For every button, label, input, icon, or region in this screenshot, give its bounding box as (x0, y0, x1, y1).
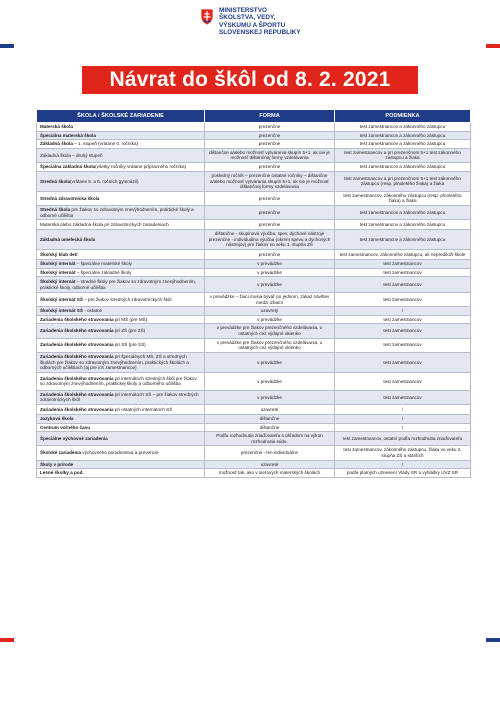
form-cell: prezenčne (205, 220, 335, 230)
table-row (37, 324, 471, 338)
school-note: (všetky ročníky vrátane prípravného ročníka) (95, 164, 187, 170)
condition-cell: test zamestnancov (335, 390, 471, 404)
ministry-line: VÝSKUMU A ŠPORTU (219, 21, 286, 29)
poster (14, 0, 486, 706)
table-row (37, 171, 471, 191)
school-name: Základná škola (40, 141, 73, 147)
school-name: Materská škola (40, 124, 73, 129)
condition-cell: / (335, 423, 471, 432)
form-cell: v prevádzke (205, 277, 335, 293)
school-name: Zariadenia školského stravovania (40, 391, 114, 397)
school-note: Materská alebo základná škola pri zdravotníckych zariadeniach (40, 221, 169, 227)
condition-cell: test zamestnancov (335, 338, 471, 352)
condition-cell: test zamestnancov, zákonného zástupcu (resp. plnoletého žiaka) a žiaka (335, 191, 471, 205)
page-title: Návrat do škôl od 8. 2. 2021 (82, 66, 418, 94)
form-cell: dištančne (205, 415, 335, 424)
school-note: – pre žiakov stredných zdravotníckych škôl (82, 296, 172, 302)
condition-cell: test zamestnancov a zákonného zástupcu (335, 220, 471, 230)
school-name: Zariadenia školského stravovania (40, 316, 114, 322)
table-row (37, 230, 471, 250)
condition-cell: / (335, 415, 471, 424)
table-row (37, 140, 471, 149)
school-cell (37, 307, 205, 316)
condition-cell: test zamestnancov a zákonného zástupcu (335, 230, 471, 250)
school-name: Školský internát (40, 260, 76, 266)
form-cell: v prevádzke (205, 315, 335, 324)
form-cell: prezenčne (205, 205, 335, 219)
table-row (37, 432, 471, 446)
form-cell: prezenčne (205, 162, 335, 171)
school-cell (37, 338, 205, 352)
column-header-form: FORMA (205, 110, 335, 123)
table-row (37, 307, 471, 316)
form-cell: v prevádzke pre žiakov prezenčného vzdelávania, u ostatných cez výdajné okienko (205, 324, 335, 338)
school-name: Lesné školky a pod. (40, 470, 84, 476)
condition-cell: test zamestnancov a zákonného zástupcu (335, 123, 471, 132)
table-row (37, 259, 471, 268)
ministry-line: SLOVENSKEJ REPUBLIKY (219, 29, 301, 37)
condition-cell: test zamestnancov (335, 372, 471, 390)
school-cell (37, 268, 205, 277)
condition-cell: / (335, 307, 471, 316)
form-cell: prezenčne (205, 140, 335, 149)
form-cell: prezenčne (205, 123, 335, 132)
column-header-school: ŠKOLA / ŠKOLSKÉ ZARIADENIE (37, 110, 205, 123)
condition-cell: test zamestnancov (335, 315, 471, 324)
form-cell: uzavreté (205, 405, 335, 415)
condition-cell: test zamestnancov (335, 352, 471, 372)
table-row (37, 469, 471, 478)
form-cell: uzavreté (205, 460, 335, 469)
school-cell (37, 249, 205, 259)
column-header-condition: PODMIENKA (335, 110, 471, 123)
condition-cell: / (335, 405, 471, 415)
school-name: Centrum voľného času (40, 424, 91, 430)
form-cell: v prevádzke pre žiakov prezenčného vzdelávania, u ostatných cez výdajné okienko (205, 338, 335, 352)
table-row (37, 372, 471, 390)
table-row (37, 148, 471, 162)
form-cell: uzavretý (205, 307, 335, 316)
school-note: pri ZŠ (pre ZŠ) (113, 328, 146, 334)
school-cell (37, 324, 205, 338)
school-name: Zariadenia školského stravovania (40, 328, 114, 334)
condition-cell: test zamestnancov a pri prezenčnom 5+1 test zákonného zástupcu (resp. plnoletého žiaka) a žiaka (335, 171, 471, 191)
form-cell: prezenčne - len individuálne (205, 446, 335, 460)
condition-cell: test zamestnancov (335, 293, 471, 307)
table-row (37, 415, 471, 424)
school-cell (37, 460, 205, 469)
ministry-header (14, 6, 486, 46)
school-name: Zariadenia školského stravovania (40, 353, 114, 359)
form-cell: prezenčne (205, 191, 335, 205)
condition-cell: podľa platných uznesení Vlády SR a vyhlášky ÚVZ SR (335, 469, 471, 478)
form-cell: v prevádzke (205, 390, 335, 404)
school-note: (vrátane 5. a 6. ročních gymnázií) (70, 178, 139, 184)
school-note: pri internátoch SŠ – pre žiakov stredných zdravotníckych škôl (40, 391, 199, 403)
school-name: Základná umelecká škola (40, 236, 96, 242)
school-cell (37, 469, 205, 478)
form-cell: možnosť tak, ako v sieťových materských školách (205, 469, 335, 478)
school-name: Špeciálna materská škola (40, 132, 96, 138)
table-row (37, 338, 471, 352)
school-name: Stredná škola (40, 178, 71, 184)
school-note: pri SŠ (pre SŠ) (113, 342, 146, 348)
table-row (37, 293, 471, 307)
school-note: – špeciálne základné školy (75, 269, 132, 275)
table-row (37, 162, 471, 171)
school-name: Školský klub detí (40, 251, 78, 257)
form-cell: v prevádzke (205, 372, 335, 390)
school-cell (37, 315, 205, 324)
school-name: Stredná škola (40, 206, 71, 212)
table-row (37, 352, 471, 372)
school-cell (37, 432, 205, 446)
table-row (37, 205, 471, 219)
table-row (37, 446, 471, 460)
form-cell: v prevádzke – žiaci musia býváť po jednom, zákaz návštev medzi izbami (205, 293, 335, 307)
school-note: pre žiakov so zdravotným znevýhodnením, praktické školy a odborné učilištia (40, 206, 194, 218)
school-cell (37, 171, 205, 191)
form-cell: dištančne a/alebo možnosť vytvárania skupín 5+1, ak nie je možnosť dištančnej formy vzdelávania (205, 148, 335, 162)
table-row (37, 460, 471, 469)
school-cell (37, 140, 205, 149)
school-cell (37, 446, 205, 460)
school-name: Špeciálna základná škola (40, 164, 96, 170)
school-cell (37, 148, 205, 162)
form-cell: posledný ročník – prezenčne ostatné ročníky – dištančne a/alebo možnosť vytvárania skupín 5+1, ak nie je možnosť dištančnej formy vzdelávania (205, 171, 335, 191)
table-header-row (37, 110, 471, 123)
form-cell: dištančne - skupinová výučba, spev, dychové nástroje prezenčne - individuálna výučba (okrem spevu a dychových nástrojov) pre žiakov vo veku 1. stupňa ZŠ (205, 230, 335, 250)
school-name: Zariadenia školského stravovania (40, 375, 114, 381)
school-cell (37, 423, 205, 432)
school-cell (37, 162, 205, 171)
table-row (37, 423, 471, 432)
condition-cell: test zamestnancov, zákonného zástupcu, žiaka vo veku 2. stupňa ZŠ a starších (335, 446, 471, 460)
table-row (37, 315, 471, 324)
table-row (37, 220, 471, 230)
form-cell: prezenčne (205, 131, 335, 140)
form-cell: dištančne (205, 423, 335, 432)
school-cell (37, 390, 205, 404)
table-row (37, 390, 471, 404)
condition-cell: test zamestnancov a zákonného zástupcu (335, 162, 471, 171)
school-note: pri internátoch stredných škôl pre žiakov so zdravotným znevýhodnením, praktickej školy a odborného učilištia (40, 375, 197, 387)
table-row (37, 131, 471, 140)
ministry-line: ŠKOLSTVA, VEDY, (219, 14, 276, 22)
school-cell (37, 220, 205, 230)
school-note: - ostatné (82, 308, 103, 314)
ministry-name (219, 7, 301, 37)
condition-cell: test zamestnancov a zákonného zástupcu (335, 205, 471, 219)
schools-table (36, 109, 471, 478)
school-note: – špeciálne materské školy (75, 260, 132, 266)
school-cell (37, 415, 205, 424)
condition-cell: / (335, 460, 471, 469)
slovak-coat-of-arms-icon (200, 8, 214, 26)
condition-cell: test zamestnancov (335, 268, 471, 277)
condition-cell: test zamestnancov, ostatní podľa rozhodnutia zriaďovateľa (335, 432, 471, 446)
table-row (37, 268, 471, 277)
school-name: Školský internát (40, 269, 76, 275)
school-cell (37, 277, 205, 293)
school-note: pri ostatných internátoch SŠ (113, 406, 173, 412)
form-cell: prezenčne (205, 249, 335, 259)
school-cell (37, 293, 205, 307)
school-cell (37, 405, 205, 415)
school-cell (37, 230, 205, 250)
school-name: Jazyková škola (40, 416, 74, 422)
form-cell: v prevádzke (205, 268, 335, 277)
school-name: Školské zariadenia (40, 450, 82, 456)
school-name: Školský internát SŠ (40, 296, 83, 302)
school-note: pri špeciálnych MŠ, ZŠ a stredných školách pre žiakov so zdravotným znevýhodnením, praktických školách a odborných učilištiach (aj pre ich zamestnancov) (40, 353, 189, 371)
school-name: Zariadenia školského stravovania (40, 406, 114, 412)
school-cell (37, 352, 205, 372)
school-name: Školský internát (40, 279, 76, 284)
school-note: Základná škola – druhý stupeň (40, 152, 103, 158)
condition-cell: test zamestnancov a pri prezenčnom 5+1 test zákonného zástupcu a žiaka (335, 148, 471, 162)
school-cell (37, 205, 205, 219)
school-note: – 1. stupeň (vrátane 0. ročníka) (72, 141, 139, 147)
school-name: Špeciálne výchovné zariadenia (40, 436, 108, 442)
ministry-line: MINISTERSTVO (219, 7, 267, 14)
table-row (37, 277, 471, 293)
school-cell (37, 131, 205, 140)
condition-cell: test zamestnancov (335, 259, 471, 268)
school-cell (37, 259, 205, 268)
table-row (37, 249, 471, 259)
school-note: výchovného poradenstva a prevencie (81, 450, 159, 456)
school-name: Školský internát SŠ (40, 308, 83, 314)
form-cell: v prevádzke (205, 259, 335, 268)
condition-cell: test zamestnancov a zákonného zástupcu (335, 131, 471, 140)
school-note: – stredné školy pre žiakov so zdravotným znevýhodnením, praktické školy, odborné učilištia (40, 279, 197, 290)
school-cell (37, 191, 205, 205)
condition-cell: test zamestnancov, zákonného zástupcu, ak neprediloží škole (335, 249, 471, 259)
school-cell (37, 123, 205, 132)
table-row (37, 405, 471, 415)
school-cell (37, 372, 205, 390)
school-note: pri MŠ (pre MŠ) (113, 316, 148, 322)
school-name: Školy v prírode (40, 461, 74, 467)
table-row (37, 123, 471, 132)
condition-cell: test zamestnancov (335, 277, 471, 293)
table-row (37, 191, 471, 205)
condition-cell: test zamestnancov (335, 324, 471, 338)
condition-cell: test zamestnancov a zákonného zástupcu (335, 140, 471, 149)
form-cell: v prevádzke (205, 352, 335, 372)
school-name: Zariadenia školského stravovania (40, 342, 114, 348)
school-name: Stredná zdravotnícka škola (40, 195, 100, 201)
form-cell: Podľa rozhodnutia zriaďovateľa s ohľadom na výkon rozhodnutia súdu. (205, 432, 335, 446)
